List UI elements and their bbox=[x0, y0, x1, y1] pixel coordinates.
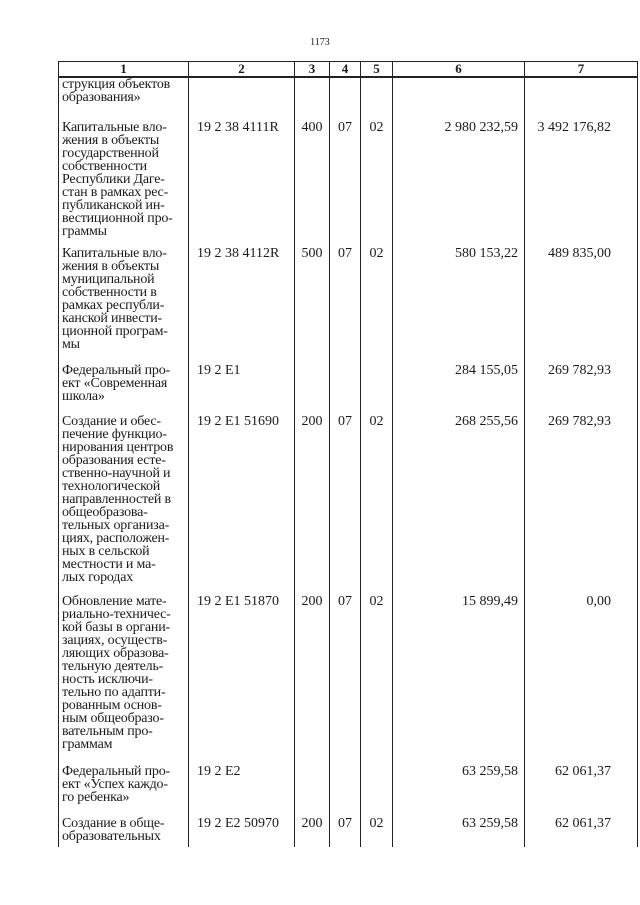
row-code: 19 2 38 4112R bbox=[189, 247, 295, 364]
row-value-7: 0,00 bbox=[525, 595, 638, 765]
header-col-1: 1 bbox=[59, 62, 189, 78]
row-name-line: ляющих образова- bbox=[62, 646, 169, 661]
row-col-5: 02 bbox=[361, 415, 393, 595]
row-name bbox=[59, 817, 189, 847]
row-value-6: 15 899,49 bbox=[393, 595, 525, 765]
table-row bbox=[59, 364, 638, 415]
row-value-7: 269 782,93 bbox=[525, 415, 638, 595]
header-row bbox=[59, 62, 638, 78]
row-name-line: граммам bbox=[62, 737, 113, 752]
budget-table bbox=[58, 61, 638, 847]
row-col-4 bbox=[330, 77, 361, 121]
row-name bbox=[59, 364, 189, 415]
row-name bbox=[59, 765, 189, 817]
row-col-3: 200 bbox=[295, 817, 330, 847]
row-col-3 bbox=[295, 765, 330, 817]
header-col-2: 2 bbox=[189, 62, 295, 78]
row-name-line: направленностей в bbox=[62, 492, 171, 507]
row-name-line: струкция объектов bbox=[62, 77, 171, 92]
row-col-4: 07 bbox=[330, 817, 361, 847]
row-name-line: вательным про- bbox=[62, 724, 153, 739]
row-code: 19 2 E1 51870 bbox=[189, 595, 295, 765]
row-name-line: ным общеобразо- bbox=[62, 711, 164, 726]
row-name-line: местности и ма- bbox=[62, 557, 156, 572]
row-code: 19 2 E2 50970 bbox=[189, 817, 295, 847]
row-name-line: образования есте- bbox=[62, 453, 166, 468]
table-row bbox=[59, 77, 638, 121]
row-name-line: ственно-научной и bbox=[62, 466, 171, 481]
row-name-line: лых городах bbox=[62, 570, 134, 585]
table-row bbox=[59, 247, 638, 364]
row-name-line: Федеральный про- bbox=[62, 764, 170, 779]
row-code: 19 2 E2 bbox=[189, 765, 295, 817]
row-value-7: 62 061,37 bbox=[525, 817, 638, 847]
row-name-line: стан в рамках рес- bbox=[62, 185, 169, 200]
row-name-line: государственной bbox=[62, 146, 159, 161]
row-name bbox=[59, 247, 189, 364]
row-name-line: го ребенка» bbox=[62, 790, 130, 805]
row-name-line: рамках республи- bbox=[62, 298, 165, 313]
row-name-line: муниципальной bbox=[62, 272, 155, 287]
row-name bbox=[59, 415, 189, 595]
row-col-5 bbox=[361, 765, 393, 817]
row-name-line: печение функцио- bbox=[62, 427, 167, 442]
page-number: 1173 bbox=[310, 37, 330, 48]
row-code bbox=[189, 77, 295, 121]
row-name-line: тельную деятель- bbox=[62, 659, 164, 674]
row-col-3 bbox=[295, 77, 330, 121]
row-col-3 bbox=[295, 364, 330, 415]
row-name-line: риально-техничес- bbox=[62, 607, 171, 622]
row-name-line: публиканской ин- bbox=[62, 198, 165, 213]
row-name-line: тельных организа- bbox=[62, 518, 170, 533]
row-value-7: 3 492 176,82 bbox=[525, 121, 638, 247]
row-name-line: ность исключи- bbox=[62, 672, 153, 687]
row-value-6: 580 153,22 bbox=[393, 247, 525, 364]
row-name-line: собственности в bbox=[62, 285, 157, 300]
row-name-line: Капитальные вло- bbox=[62, 120, 167, 135]
table-row bbox=[59, 817, 638, 847]
row-value-7 bbox=[525, 77, 638, 121]
row-name-line: ционной програм- bbox=[62, 324, 168, 339]
row-col-3: 500 bbox=[295, 247, 330, 364]
row-name-line: мы bbox=[62, 337, 80, 352]
row-value-6: 268 255,56 bbox=[393, 415, 525, 595]
row-name-line: ных в сельской bbox=[62, 544, 150, 559]
row-col-3: 200 bbox=[295, 415, 330, 595]
row-value-6: 2 980 232,59 bbox=[393, 121, 525, 247]
row-name-line: Капитальные вло- bbox=[62, 246, 167, 261]
row-name-line: образования» bbox=[62, 90, 141, 105]
row-col-5: 02 bbox=[361, 595, 393, 765]
row-code: 19 2 E1 51690 bbox=[189, 415, 295, 595]
row-name-line: общеобразова- bbox=[62, 505, 148, 520]
row-name bbox=[59, 77, 189, 121]
row-name-line: тельно по адапти- bbox=[62, 685, 166, 700]
row-name-line: кой базы в органи- bbox=[62, 620, 170, 635]
row-name-line: зациях, осуществ- bbox=[62, 633, 168, 648]
row-col-5: 02 bbox=[361, 247, 393, 364]
row-col-4: 07 bbox=[330, 121, 361, 247]
row-name-line: жения в объекты bbox=[62, 259, 160, 274]
header-col-3: 3 bbox=[295, 62, 330, 78]
row-name-line: нирования центров bbox=[62, 440, 174, 455]
row-name bbox=[59, 595, 189, 765]
row-name-line: собственности bbox=[62, 159, 147, 174]
row-name-line: ект «Успех каждо- bbox=[62, 777, 168, 792]
row-name-line: вестиционной про- bbox=[62, 211, 173, 226]
table-row bbox=[59, 121, 638, 247]
row-code: 19 2 38 4111R bbox=[189, 121, 295, 247]
row-value-6: 63 259,58 bbox=[393, 817, 525, 847]
row-col-5 bbox=[361, 364, 393, 415]
row-name-line: Федеральный про- bbox=[62, 363, 170, 378]
row-name-line: Создание в обще- bbox=[62, 816, 165, 831]
row-value-7: 489 835,00 bbox=[525, 247, 638, 364]
row-col-4: 07 bbox=[330, 595, 361, 765]
row-col-5: 02 bbox=[361, 121, 393, 247]
row-col-4 bbox=[330, 364, 361, 415]
row-name-line: жения в объекты bbox=[62, 133, 160, 148]
header-col-4: 4 bbox=[330, 62, 361, 78]
row-name bbox=[59, 121, 189, 247]
row-value-6: 63 259,58 bbox=[393, 765, 525, 817]
row-name-line: ект «Современная bbox=[62, 376, 168, 391]
header-col-7: 7 bbox=[525, 62, 638, 78]
row-name-line: рованным основ- bbox=[62, 698, 162, 713]
row-name-line: канской инвести- bbox=[62, 311, 162, 326]
row-col-5 bbox=[361, 77, 393, 121]
row-col-4 bbox=[330, 765, 361, 817]
row-col-4: 07 bbox=[330, 415, 361, 595]
table-row bbox=[59, 595, 638, 765]
row-col-3: 400 bbox=[295, 121, 330, 247]
table-row bbox=[59, 765, 638, 817]
row-value-7: 62 061,37 bbox=[525, 765, 638, 817]
row-name-line: Создание и обес- bbox=[62, 414, 161, 429]
table-body bbox=[59, 77, 638, 847]
row-name-line: циях, расположен- bbox=[62, 531, 170, 546]
row-name-line: школа» bbox=[62, 389, 105, 404]
row-name-line: Обновление мате- bbox=[62, 594, 167, 609]
row-col-4: 07 bbox=[330, 247, 361, 364]
row-col-3: 200 bbox=[295, 595, 330, 765]
row-name-line: граммы bbox=[62, 224, 107, 239]
header-col-5: 5 bbox=[361, 62, 393, 78]
row-code: 19 2 E1 bbox=[189, 364, 295, 415]
row-value-7: 269 782,93 bbox=[525, 364, 638, 415]
row-name-line: технологической bbox=[62, 479, 161, 494]
row-value-6 bbox=[393, 77, 525, 121]
header-col-6: 6 bbox=[393, 62, 525, 78]
row-col-5: 02 bbox=[361, 817, 393, 847]
row-name-line: образовательных bbox=[62, 829, 161, 844]
row-value-6: 284 155,05 bbox=[393, 364, 525, 415]
table-row bbox=[59, 415, 638, 595]
row-name-line: Республики Даге- bbox=[62, 172, 165, 187]
